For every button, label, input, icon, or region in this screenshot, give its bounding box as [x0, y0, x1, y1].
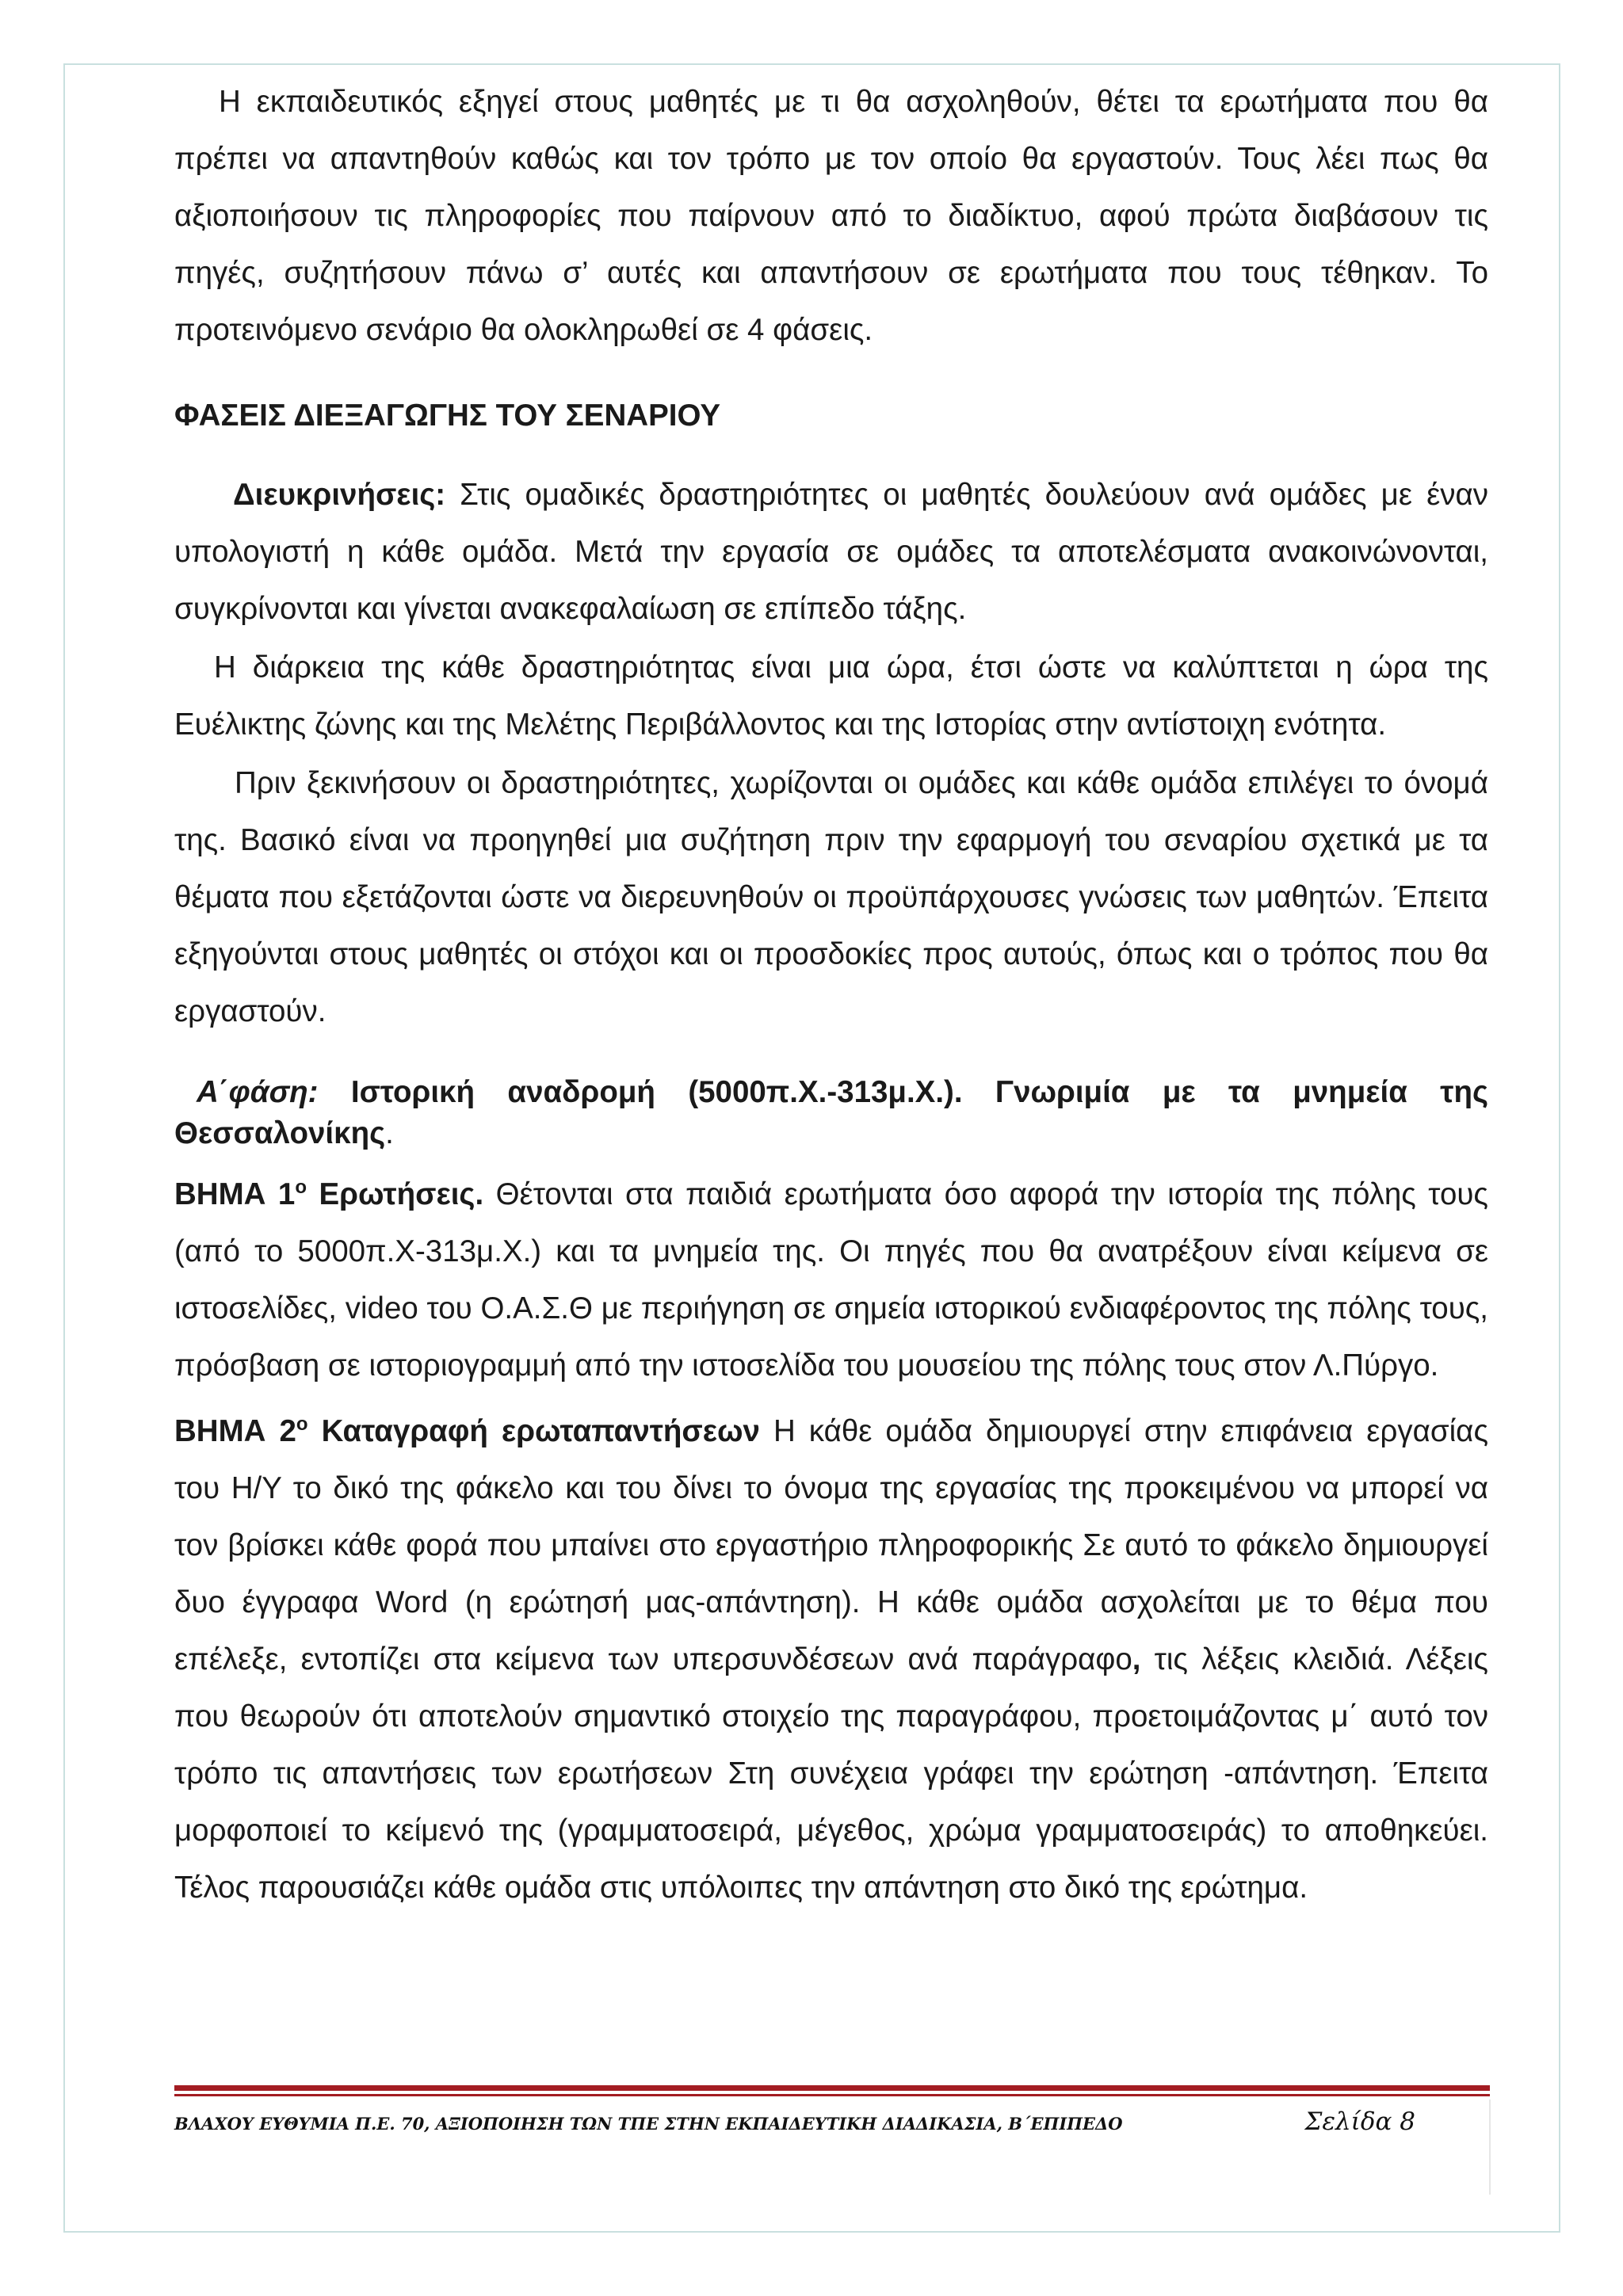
clarifications-paragraph — [174, 467, 1488, 638]
step2-text-b: τις λέξεις κλειδιά. Λέξεις που θεωρούν ότι αποτελούν σημαντικό στοιχείο της παραγράφου, προετοιμάζοντας μ΄ αυτό τον τρόπο τις απαντήσεις των ερωτήσεων Στη συνέχεια γράφει την ερώτηση -απάντηση. Έπειτα μορφοποιεί το κείμενό της (γραμματοσειρά, μέγεθος, χρώμα γραμματοσειράς) το αποθηκεύει. Τέλος παρουσιάζει κάθε ομάδα στις υπόλοιπες την απάντηση στο δικό της ερώτημα. — [174, 1642, 1488, 1905]
duration-paragraph: Η διάρκεια της κάθε δραστηριότητας είναι μια ώρα, έτσι ώστε να καλύπτεται η ώρα της Ευέλικτης ζώνης και της Μελέτης Περιβάλλοντος και της Ιστορίας στην αντίστοιχη ενότητα. — [174, 650, 1488, 742]
step2-sup: ο — [296, 1413, 308, 1435]
intro-paragraph: Η εκπαιδευτικός εξηγεί στους μαθητές με τι θα ασχοληθούν, θέτει τα ερωτήματα που θα πρέπει να απαντηθούν καθώς και τον τρόπο με τον οποίο θα εργαστούν. Τους λέει πως θα αξιοποιήσουν τις πληροφορίες που παίρνουν από το διαδίκτυο, αφού πρώτα διαβάσουν τις πηγές, συζητήσουν πάνω σ’ αυτές και απαντήσουν σε ερωτήματα που τους τέθηκαν. Το προτεινόμενο σενάριο θα ολοκληρωθεί σε 4 φάσεις. — [174, 85, 1488, 347]
footer-rule-thick — [174, 2085, 1490, 2091]
step2-comma: , — [1132, 1642, 1141, 1676]
step2-text-a: Η κάθε ομάδα δημιουργεί στην επιφάνεια εργασίας του Η/Υ το δικό της φάκελο και του δίνει το όνομα της εργασίας της προκειμένου να μπορεί να τον βρίσκει κάθε φορά που μπαίνει στο εργαστήριο πληροφορικής Σε αυτό το φάκελο δημιουργεί δυο έγγραφα Word (η ερώτησή μας-απάντηση). Η κάθε ομάδα ασχολείται με το θέμα που επέλεξε, εντοπίζει στα κείμενα των υπερσυνδέσεων ανά παράγραφο — [174, 1413, 1488, 1676]
step1-label: ΒΗΜΑ 1 — [174, 1177, 296, 1211]
phase-title: Ιστορική αναδρομή (5000π.Χ.-313μ.Χ.). Γνωριμία με τα μνημεία της Θεσσαλονίκης — [174, 1075, 1488, 1150]
step1-paragraph — [174, 1159, 1488, 1394]
footer-author: ΒΛΑΧΟΥ ΕΥΘΥΜΙΑ Π.Ε. 70, ΑΞΙΟΠΟΙΗΣΗ ΤΩΝ ΤΠΕ ΣΤΗΝ ΕΚΠΑΙΔΕΥΤΙΚΗ ΔΙΑΔΙΚΑΣΙΑ, Β΄ΕΠΙΠΕΔΟ — [174, 2114, 1123, 2134]
footer-divider — [1489, 2100, 1491, 2195]
phase-label: Α΄φάση: — [197, 1075, 319, 1109]
section-heading: ΦΑΣΕΙΣ ΔΙΕΞΑΓΩΓΗΣ ΤΟΥ ΣΕΝΑΡΙΟΥ — [174, 399, 720, 433]
step2-label: ΒΗΜΑ 2 — [174, 1413, 296, 1448]
clarifications-text: Στις ομαδικές δραστηριότητες οι μαθητές δουλεύουν ανά ομάδες με έναν υπολογιστή η κάθε ομάδα. Μετά την εργασία σε ομάδες τα αποτελέσματα ανακοινώνονται, συγκρίνονται και γίνεται ανακεφαλαίωση σε επίπεδο τάξης. — [174, 478, 1488, 626]
page-number: Σελίδα 8 — [1304, 2107, 1415, 2136]
phase-heading — [174, 1072, 1488, 1154]
step1-title: Ερωτήσεις. — [307, 1177, 484, 1211]
step2-paragraph — [174, 1396, 1488, 1917]
clarifications-label: Διευκρινήσεις: — [233, 478, 446, 512]
before-paragraph: Πριν ξεκινήσουν οι δραστηριότητες, χωρίζονται οι ομάδες και κάθε ομάδα επιλέγει το όνομά της. Βασικό είναι να προηγηθεί μια συζήτηση πριν την εφαρμογή του σεναρίου σχετικά με τα θέματα που εξετάζονται ώστε να διερευνηθούν οι προϋπάρχουσες γνώσεις των μαθητών. Έπειτα εξηγούνται στους μαθητές οι στόχοι και οι προσδοκίες προς αυτούς, όπως και ο τρόπος που θα εργαστούν. — [174, 766, 1488, 1028]
footer-rule-thin — [174, 2094, 1490, 2096]
step2-title: Καταγραφή ερωταπαντήσεων — [307, 1413, 760, 1448]
document-body — [174, 74, 1488, 1917]
step1-text: Θέτονται στα παιδιά ερωτήματα όσο αφορά την ιστορία της πόλης τους (από το 5000π.Χ-313μ.Χ.) και τα μνημεία της. Οι πηγές που θα ανατρέξουν είναι κείμενα σε ιστοσελίδες, video του Ο.Α.Σ.Θ με περιήγηση σε σημεία ιστορικού ενδιαφέροντος της πόλης τους, πρόσβαση σε ιστοριογραμμή από την ιστοσελίδα του μουσείου της πόλης τους στον Λ.Πύργο. — [174, 1177, 1488, 1383]
phase-end: . — [385, 1116, 394, 1150]
step1-sup: ο — [295, 1177, 307, 1198]
